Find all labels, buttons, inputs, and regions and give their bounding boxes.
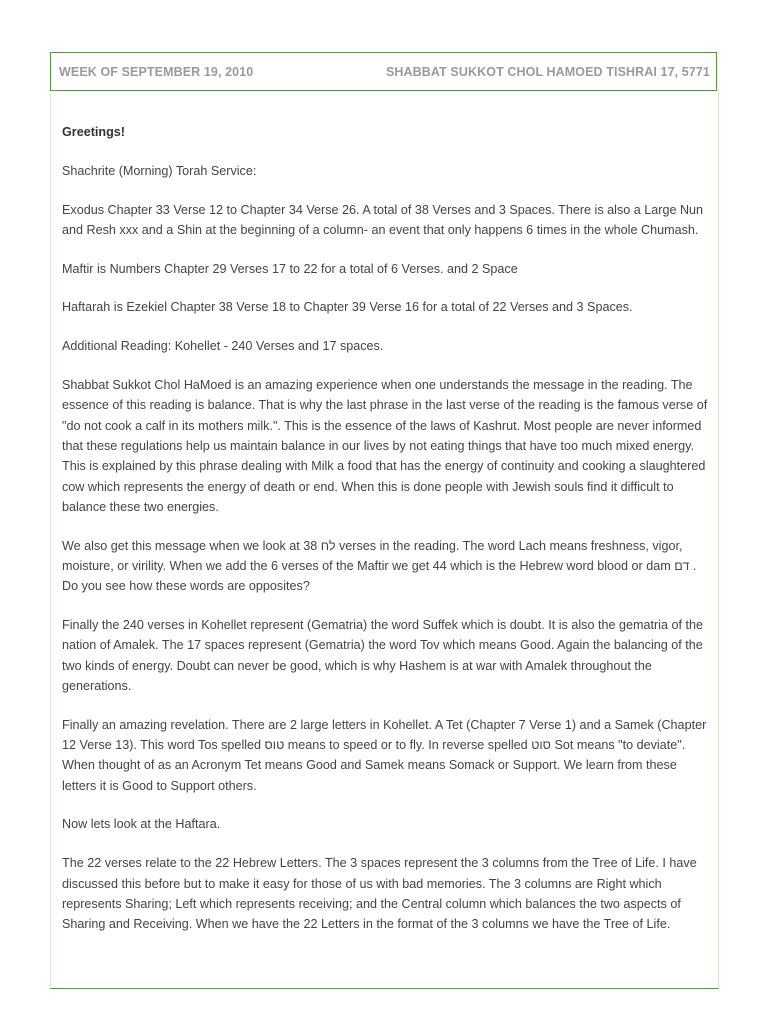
week-label: WEEK OF SEPTEMBER 19, 2010 bbox=[59, 64, 254, 79]
article-body bbox=[50, 92, 719, 989]
greeting-heading: Greetings! bbox=[62, 125, 125, 139]
paragraph-large-letters: Finally an amazing revelation. There are 2 large letters in Kohellet. A Tet (Chapter 7 Verse 1) and a Samek (Chapter 12 Verse 13). This word Tos spelled טוס means to speed or to fly. In reverse spelled סוט Sot means "to deviate". When thought of as an Acronym Tet means Good and Samek means Somack or Support. We learn from these letters it is Good to Support others. bbox=[62, 717, 707, 793]
paragraph-maftir: Maftir is Numbers Chapter 29 Verses 17 to 22 for a total of 6 Verses. and 2 Space bbox=[62, 261, 518, 276]
occasion-label: SHABBAT SUKKOT CHOL HAMOED TISHRAI 17, 5771 bbox=[385, 64, 710, 79]
paragraph-haftara-intro: Now lets look at the Haftara. bbox=[62, 817, 221, 832]
paragraph-exodus-reading: Exodus Chapter 33 Verse 12 to Chapter 34 Verse 26. A total of 38 Verses and 3 Spaces. There is also a Large Nun and Resh xxx and a Shin at the beginning of a column- an event that only happens 6 times in the whole Chumash. bbox=[62, 202, 704, 237]
paragraph-haftarah: Haftarah is Ezekiel Chapter 38 Verse 18 to Chapter 39 Verse 16 for a total of 22 Verses and 3 Spaces. bbox=[62, 300, 633, 315]
paragraph-balance-essence: Shabbat Sukkot Chol HaMoed is an amazing experience when one understands the message in the reading. The essence of this reading is balance. That is why the last phrase in the last verse of the reading is the famous verse of "do not cook a calf in its mothers milk.". This is the essence of the laws of Kashrut. Most people are never informed that these regulations help us maintain balance in our lives by not eating things that have too much mixed energy. This is explained by this phrase dealing with Milk a food that has the energy of continuity and cooking a slaughtered cow which represents the energy of death or end. When this is done people with Jewish souls find it difficult to balance these two energies. bbox=[62, 378, 708, 514]
paragraph-kohellet-gematria: Finally the 240 verses in Kohellet represent (Gematria) the word Suffek which is doubt. It is also the gematria of the nation of Amalek. The 17 spaces represent (Gematria) the word Tov which means Good. Again the balancing of the two kinds of energy. Doubt can never be good, which is why Hashem is at war with Amalek throughout the generations. bbox=[62, 618, 703, 693]
header-bar bbox=[50, 52, 717, 91]
paragraph-additional-reading: Additional Reading: Kohellet - 240 Verses and 17 spaces. bbox=[62, 339, 384, 354]
paragraph-tree-of-life: The 22 verses relate to the 22 Hebrew Letters. The 3 spaces represent the 3 columns from the Tree of Life. I have discussed this before but to make it easy for those of us with bad memories. The 3 columns are Right which represents Sharing; Left which represents receiving; and the Central column which balances the two aspects of Sharing and Receiving. When we have the 22 Letters in the format of the 3 columns we have the Tree of Life. bbox=[62, 856, 697, 932]
paragraph-lach-dam: We also get this message when we look at 38 לח verses in the reading. The word Lach means freshness, vigor, moisture, or virility. When we add the 6 verses of the Maftir we get 44 which is the Hebrew word blood or dam דם . Do you see how these words are opposites? bbox=[62, 538, 697, 594]
paragraph-service-title: Shachrite (Morning) Torah Service: bbox=[62, 163, 257, 178]
